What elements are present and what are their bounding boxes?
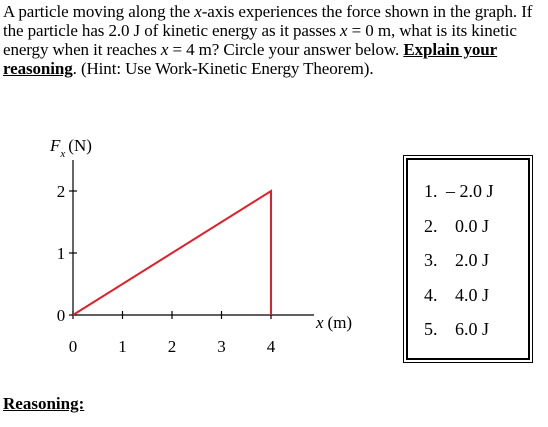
x-tick-label: 4: [266, 337, 276, 356]
x-tick-label: 0: [68, 337, 78, 356]
x-axis-variable: x: [316, 313, 324, 332]
x-tick-label: 2: [167, 337, 177, 356]
y-tick-label: 1: [56, 244, 66, 263]
answer-choice-5[interactable]: [424, 312, 494, 347]
answer-choice-1[interactable]: [424, 174, 494, 209]
answer-choice-3[interactable]: [424, 243, 494, 278]
answer-value: – 2.0 J: [446, 181, 494, 201]
question-part: A particle moving along the: [3, 2, 195, 21]
x-axis-unit: (m): [327, 313, 353, 332]
answer-list: [424, 174, 494, 347]
answer-number: 4.: [424, 284, 438, 305]
x-tick-label: 3: [217, 337, 226, 356]
answer-value: 4.0 J: [446, 284, 490, 305]
reasoning-heading: Reasoning:: [3, 394, 85, 413]
variable-x: x: [194, 2, 202, 21]
answer-number: 2.: [424, 215, 438, 236]
y-axis-variable: F: [50, 136, 61, 155]
y-axis-unit: (N): [68, 136, 92, 155]
variable-x: x: [160, 40, 169, 59]
graph-series: [73, 191, 271, 315]
answer-value: 6.0 J: [446, 319, 490, 339]
x-axis-label: [315, 313, 352, 332]
answer-value: 0.0 J: [446, 215, 490, 236]
variable-x: x: [340, 21, 348, 40]
answer-choice-4[interactable]: [424, 278, 494, 313]
y-axis-label: [49, 136, 92, 160]
answer-number: 1.: [424, 181, 438, 201]
force-line: [73, 191, 271, 315]
question-part: = 0 m, what is its kinetic energy when it reaches: [3, 21, 517, 59]
question-hint: . (Hint: Use Work-Kinetic Energy Theorem).: [72, 59, 374, 78]
y-tick-label: 0: [56, 306, 66, 325]
y-axis-subscript: x: [60, 148, 66, 160]
y-tick-label: 2: [56, 182, 66, 201]
answer-number: 3.: [424, 250, 438, 270]
answer-choices-box: [406, 158, 530, 360]
answer-choice-2[interactable]: [424, 209, 494, 244]
question-part: -axis experiences the force shown in the graph. If the particle has 2.0 J of kinetic energy as it passes: [3, 2, 533, 40]
answer-number: 5.: [424, 319, 438, 339]
explain-reasoning-label: Explain your reasoning: [3, 40, 498, 78]
graph-labels: [49, 136, 352, 356]
x-tick-label: 1: [118, 337, 127, 356]
question-part: = 4 m? Circle your answer below.: [168, 40, 404, 59]
answer-value: 2.0 J: [446, 250, 490, 270]
